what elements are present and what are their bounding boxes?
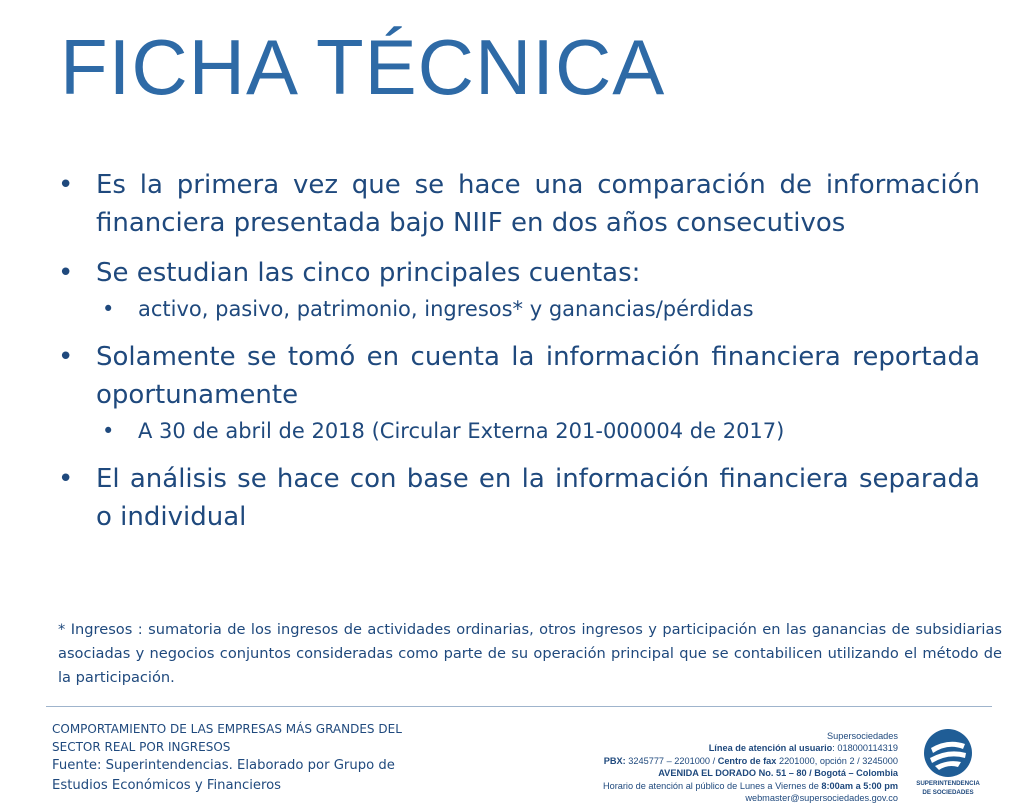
footer-report-info xyxy=(52,720,402,796)
contact-phone-line: Línea de atención al usuario: 018000114319 xyxy=(708,743,898,754)
contact-address: AVENIDA EL DORADO No. 51 – 80 / Bogotá – Colombia xyxy=(658,768,898,779)
bullet-icon: • xyxy=(102,297,115,321)
bullet-item xyxy=(56,254,980,292)
bullet-text: Es la primera vez que se hace una comparación de información financiera presentada bajo NIIF en dos años consecutivos xyxy=(96,170,980,238)
report-title-line2: SECTOR REAL POR INGRESOS xyxy=(52,740,231,754)
bullet-icon: • xyxy=(102,419,115,443)
contact-hours: Horario de atención al público de Lunes a Viernes de 8:00am a 5:00 pm xyxy=(602,780,898,791)
page-title: FICHA TÉCNICA xyxy=(60,23,666,111)
report-title-line1: COMPORTAMIENTO DE LAS EMPRESAS MÁS GRANDES DEL xyxy=(52,722,402,736)
bullet-text: Se estudian las cinco principales cuentas: xyxy=(96,258,641,288)
footnote: * Ingresos : sumatoria de los ingresos de actividades ordinarias, otros ingresos y participación en las ganancias de subsidiarias asociadas y negocios conjuntos consideradas como parte de su operación principal que se contabilicen utilizando el método de la participación. xyxy=(58,621,1002,686)
bullet-icon: • xyxy=(58,170,74,200)
bullet-text: Solamente se tomó en cuenta la información financiera reportada oportunamente xyxy=(96,342,980,410)
footer-divider xyxy=(46,706,992,707)
source-line1: Fuente: Superintendencias. Elaborado por Grupo de xyxy=(52,758,395,773)
sub-bullet-text: activo, pasivo, patrimonio, ingresos* y ganancias/pérdidas xyxy=(138,297,754,321)
logo-text-line2: DE SOCIEDADES xyxy=(922,789,974,796)
source-line2: Estudios Económicos y Financieros xyxy=(52,778,282,793)
bullet-icon: • xyxy=(58,464,74,494)
bullet-icon: • xyxy=(58,258,74,288)
logo-text-line1: SUPERINTENDENCIA xyxy=(916,780,980,787)
sub-bullet-text: A 30 de abril de 2018 (Circular Externa 201-000004 de 2017) xyxy=(138,419,785,443)
bullet-item xyxy=(56,338,980,414)
bullet-icon: • xyxy=(58,342,74,372)
logo-icon xyxy=(923,728,973,778)
contact-org: Supersociedades xyxy=(827,731,898,741)
bullet-item xyxy=(56,460,980,536)
bullet-item xyxy=(56,166,980,242)
contact-email: webmaster@supersociedades.gov.co xyxy=(745,793,898,804)
footer-contact xyxy=(603,730,898,804)
sub-bullet-item xyxy=(56,414,980,448)
sub-bullet-item xyxy=(56,292,980,326)
bullet-list xyxy=(56,166,980,536)
supersociedades-logo xyxy=(914,728,982,796)
contact-pbx-fax: PBX: 3245777 – 2201000 / Centro de fax 2201000, opción 2 / 3245000 xyxy=(603,755,898,766)
bullet-text: El análisis se hace con base en la información financiera separada o individual xyxy=(96,464,980,532)
